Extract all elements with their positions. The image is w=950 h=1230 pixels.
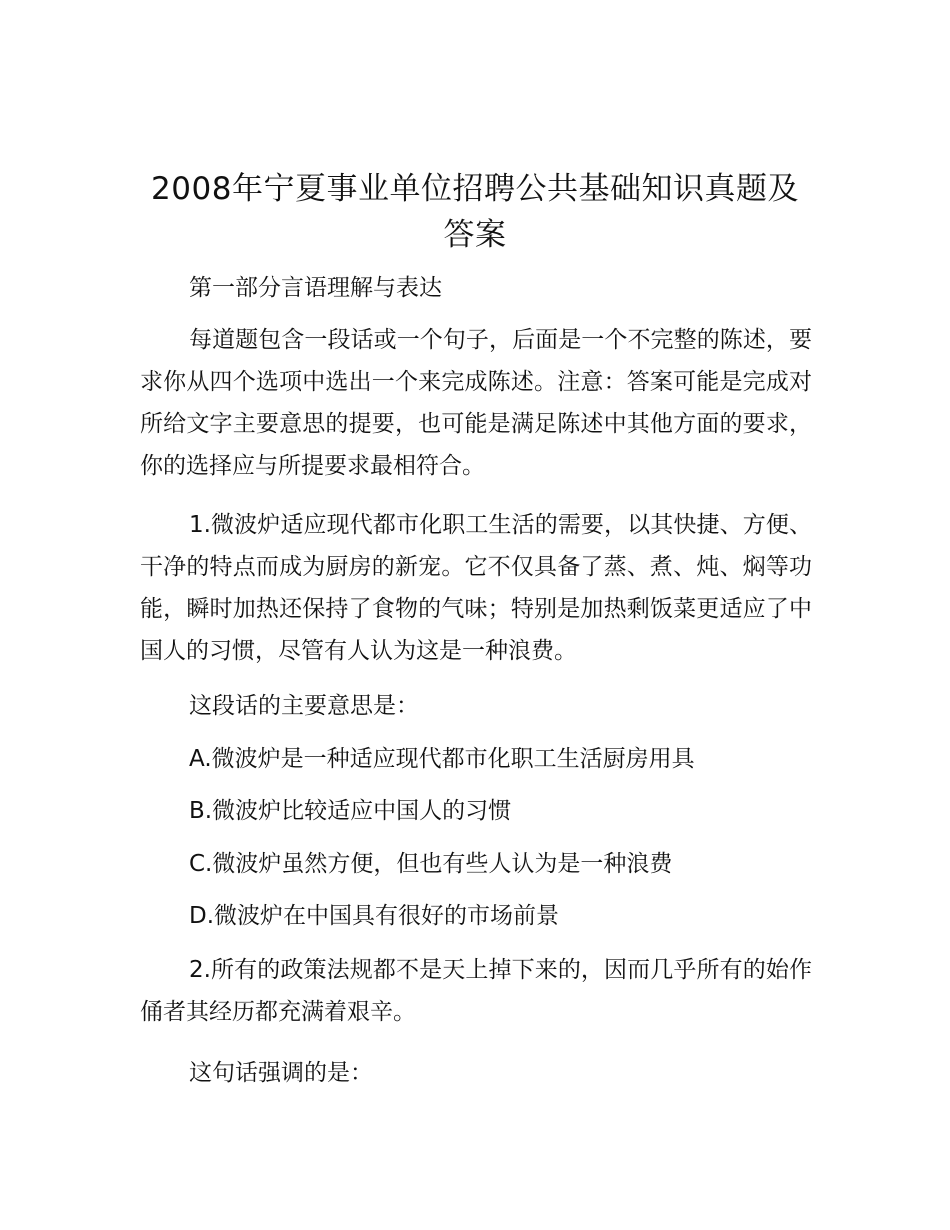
question-1-prompt: 这段话的主要意思是： xyxy=(189,693,419,719)
question-2-stem: 2.所有的政策法规都不是天上掉下来的，因而几乎所有的始作俑者其经历都充满着艰辛。 xyxy=(140,957,812,1025)
question-1-option-d: D.微波炉在中国具有很好的市场前景 xyxy=(189,903,560,929)
question-1-option-a: A.微波炉是一种适应现代都市化职工生活厨房用具 xyxy=(189,746,695,772)
section-heading: 第一部分言语理解与表达 xyxy=(189,275,442,301)
question-1-option-b: B.微波炉比较适应中国人的习惯 xyxy=(189,798,512,824)
instructions-paragraph: 每道题包含一段话或一个句子，后面是一个不完整的陈述，要求你从四个选项中选出一个来完成陈述。注意：答案可能是完成对所给文字主要意思的提要，也可能是满足陈述中其他方面的要求，你的选择应与所提要求最相符合。 xyxy=(140,327,812,479)
question-2-prompt: 这句话强调的是： xyxy=(189,1060,373,1086)
document-title: 2008年宁夏事业单位招聘公共基础知识真题及答案 xyxy=(151,171,799,253)
question-1-option-c: C.微波炉虽然方便，但也有些人认为是一种浪费 xyxy=(189,851,673,877)
question-1-stem: 1.微波炉适应现代都市化职工生活的需要，以其快捷、方便、干净的特点而成为厨房的新宠。它不仅具备了蒸、煮、炖、焖等功能，瞬时加热还保持了食物的气味；特别是加热剩饭菜更适应了中国人的习惯，尽管有人认为这是一种浪费。 xyxy=(140,512,812,664)
